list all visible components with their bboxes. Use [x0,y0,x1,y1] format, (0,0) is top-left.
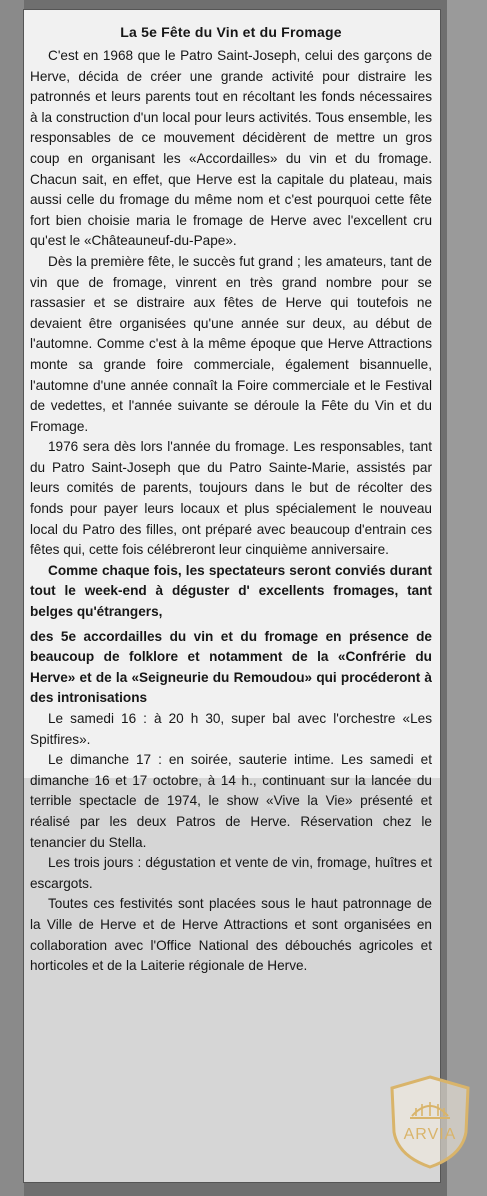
article-paragraph: Le dimanche 17 : en soirée, sauterie intime. Les samedi et dimanche 16 et 17 octobre, à 14 h., continuant sur la lancée du terrible spectacle de 1974, le show «Vive la Vie» présenté et réalisé par les deux Patros de Herve. Réservation chez le tenancier du Stella. [30,752,432,850]
article-paragraph: Les trois jours : dégustation et vente de vin, fromage, huîtres et escargots. [30,855,432,891]
shield-crest-icon [388,1074,472,1170]
scan-backdrop-left [0,0,24,1196]
watermark-stamp [388,1074,472,1170]
article-column [30,24,432,977]
article-paragraph: C'est en 1968 que le Patro Saint-Joseph, celui des garçons de Herve, décida de créer une grande activité pour distraire les patronnés et leurs parents tout en récoltant les fonds nécessaires à la construction d'un local pour leurs activités. Tous ensemble, les responsables de ce mouvement décidèrent de mettre un gros coup en organisant les «Accordailles» du vin et du fromage. Chacun sait, en effet, que Herve est la capitale du plateau, mais aussi celle du fromage du même nom et c'est pourquoi cette fête fort bien choisie maria le fromage de Herve avec l'excellent cru qu'est le «Châteauneuf-du-Pape». [30,48,432,249]
article-paragraph: 1976 sera dès lors l'année du fromage. Les responsables, tant du Patro Saint-Joseph que du Patro Sainte-Marie, assistés par leurs comités de parents, toujours dans le but de récolter des fonds pour payer leurs locaux et plus spécialement le nouveau local du Patro des filles, ont préparé avec beaucoup d'entrain ces fêtes qui, cette fois célébreront leur cinquième anniversaire. [30,439,432,558]
scan-backdrop-right [447,0,487,1196]
article-paragraph: Le samedi 16 : à 20 h 30, super bal avec l'orchestre «Les Spitfires». [30,711,432,747]
article-paragraph-continued: des 5e accordailles du vin et du fromage en présence de beaucoup de folklore et notamment de la «Confrérie du Herve» et de la «Seigneurie du Remoudou» qui procéderont à des intronisations [30,628,432,706]
article-paragraph: Toutes ces festivités sont placées sous le haut patronnage de la Ville de Herve et de Herve Attractions et sont organisées en collaboration avec l'Office National des débouchés agricoles et horticoles et de la Laiterie régionale de Herve. [30,896,432,974]
watermark-label: ARVIA [403,1126,457,1143]
article-title: La 5e Fête du Vin et du Fromage [120,24,342,40]
article-paragraph: Dès la première fête, le succès fut grand ; les amateurs, tant de vin que de fromage, vinrent en très grand nombre pour se rassasier et se distraire aux fêtes de Herve qui toutefois ne devaient être organisées qu'une année sur deux, au début de l'automne. Comme c'est à la même époque que Herve Attractions monte sa grande foire commerciale, également bisannuelle, l'automne d'une année connaît la Foire commerciale et le Festival de vedettes, et l'année suivante se déroule la Fête du Vin et du Fromage. [30,253,432,434]
article-paragraph-bold: Comme chaque fois, les spectateurs seront conviés durant tout le week-end à déguster d' excellents fromages, tant belges qu'étrangers, [30,562,432,620]
